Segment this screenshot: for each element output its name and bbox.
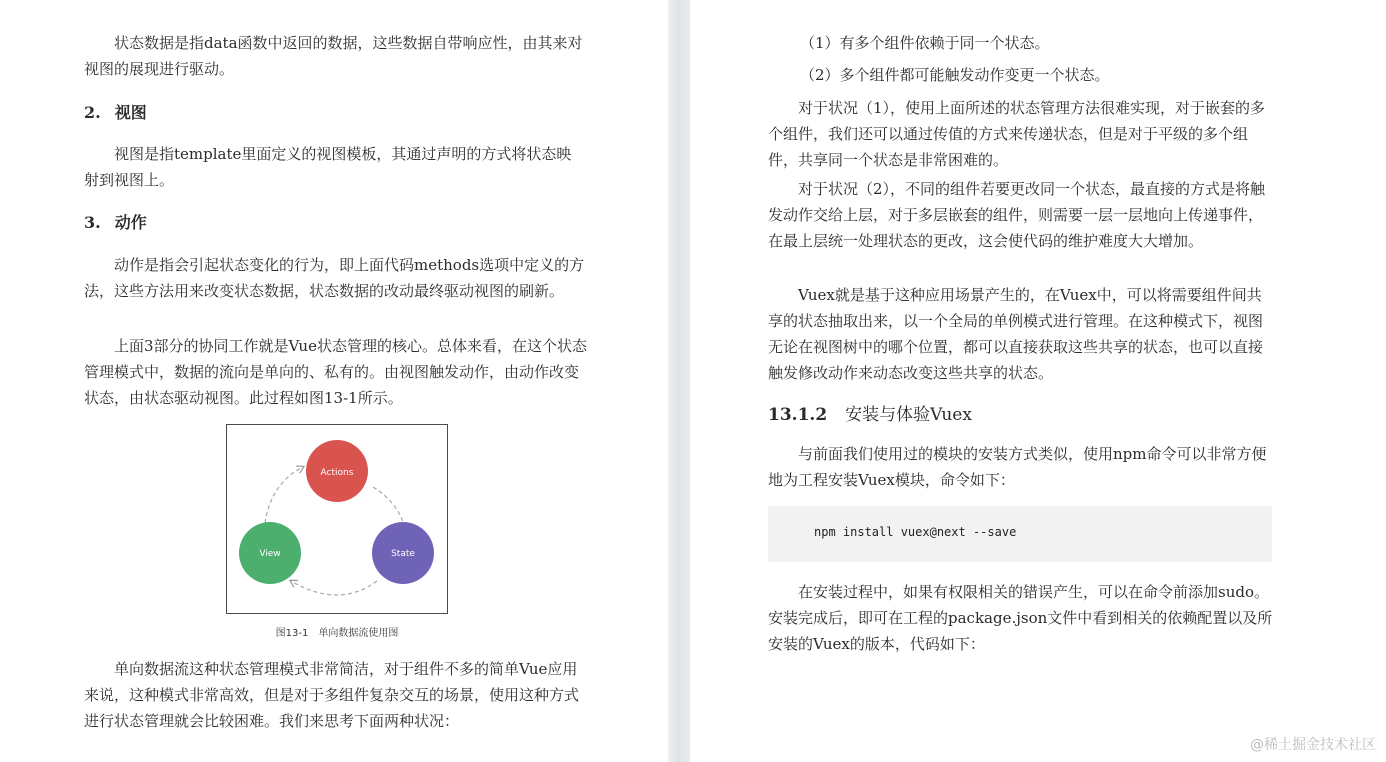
left-page <box>0 0 668 762</box>
paragraph-state: 状态数据是指data函数中返回的数据，这些数据自带响应性，由其来对视图的展现进行驱动。 <box>84 34 583 78</box>
actions-label: Actions <box>320 468 354 478</box>
right-page <box>690 0 1386 762</box>
paragraph-one-way: 单向数据流这种状态管理模式非常简洁，对于组件不多的简单Vue应用来说，这种模式非常高效，但是对于多组件复杂交互的场景，使用这种方式进行状态管理就会比较困难。我们来思考下面两种状况： <box>84 660 580 730</box>
code-line: npm install vuex@next --save <box>814 525 1017 539</box>
list-item-1: （1）有多个组件依赖于同一个状态。 <box>800 34 1050 52</box>
paragraph-summary: 上面3部分的协同工作就是Vue状态管理的核心。总体来看，在这个状态管理模式中，数据的流向是单向的、私有的。由视图触发动作，由动作改变状态，由状态驱动视图。此过程如图13-1所示。 <box>84 337 587 407</box>
state-label: State <box>391 549 415 559</box>
diagram <box>227 425 447 613</box>
heading-action <box>84 210 147 233</box>
heading-text: 视图 <box>114 103 147 122</box>
paragraph-view: 视图是指template里面定义的视图模板，其通过声明的方式将状态映射到视图上。 <box>84 145 572 189</box>
paragraph-after-install: 在安装过程中，如果有权限相关的错误产生，可以在命令前添加sudo。安装完成后，即可在工程的package.json文件中看到相关的依赖配置以及所安装的Vuex的版本，代码如下： <box>768 583 1273 653</box>
heading-number: 3. <box>84 213 101 232</box>
heading-text: 动作 <box>114 213 147 232</box>
paragraph-case-2: 对于状况（2），不同的组件若要更改同一个状态，最直接的方式是将触发动作交给上层，对于多层嵌套的组件，则需要一层一层地向上传递事件，在最上层统一处理状态的更改，这会使代码的维护难度大大增加。 <box>768 180 1266 250</box>
paragraph-action: 动作是指会引起状态变化的行为，即上面代码methods选项中定义的方法，这些方法用来改变状态数据，状态数据的改动最终驱动视图的刷新。 <box>84 256 585 300</box>
figure-caption: 图13-1 单向数据流使用图 <box>275 628 399 639</box>
section-number: 13.1.2 <box>768 405 828 425</box>
arrow-state-to-view <box>291 581 377 595</box>
view-label: View <box>259 549 281 559</box>
arrow-view-to-actions <box>265 467 303 523</box>
figure-one-way-data-flow <box>226 424 448 614</box>
list-item-2: （2）多个组件都可能触发动作变更一个状态。 <box>800 66 1110 84</box>
watermark-text: @稀土掘金技术社区 <box>1250 737 1376 753</box>
paragraph-install: 与前面我们使用过的模块的安装方式类似，使用npm命令可以非常方便地为工程安装Vuex模块，命令如下： <box>768 445 1267 489</box>
code-block <box>768 506 1272 562</box>
page-gutter <box>668 0 690 762</box>
paragraph-case-1: 对于状况（1），使用上面所述的状态管理方法很难实现，对于嵌套的多个组件，我们还可以通过传值的方式来传递状态，但是对于平级的多个组件，共享同一个状态是非常困难的。 <box>768 99 1266 169</box>
heading-number: 2. <box>84 103 101 122</box>
section-heading <box>768 400 972 425</box>
paragraph-vuex: Vuex就是基于这种应用场景产生的，在Vuex中，可以将需要组件间共享的状态抽取出来，以一个全局的单例模式进行管理。在这种模式下，视图无论在视图树中的哪个位置，都可以直接获取这些共享的状态，也可以直接触发修改动作来动态改变这些共享的状态。 <box>768 286 1264 382</box>
heading-view <box>84 100 147 123</box>
section-title: 安装与体验Vuex <box>845 405 972 425</box>
